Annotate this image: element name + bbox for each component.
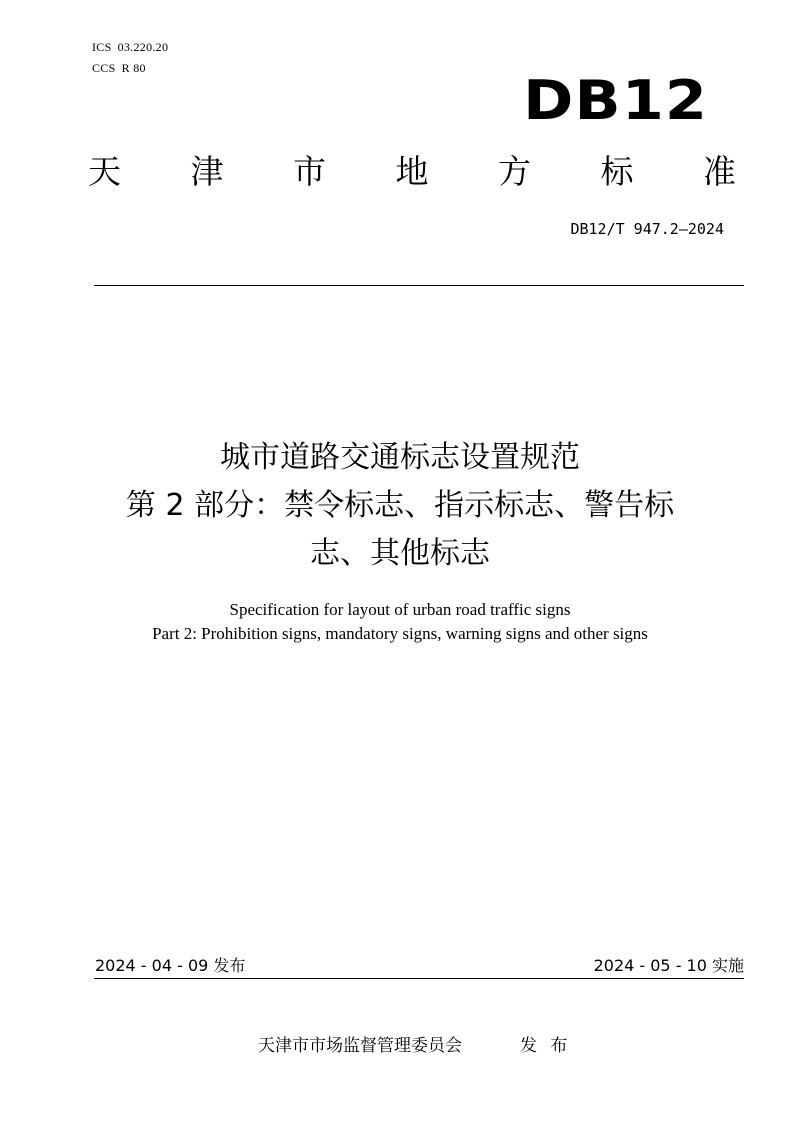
- standard-number: DB12/T 947.2—2024: [570, 220, 724, 238]
- standard-type-char: 准: [703, 152, 736, 191]
- chinese-title-line: 第 2 部分：禁令标志、指示标志、警告标: [125, 488, 675, 523]
- standard-type-char: 标: [600, 152, 634, 191]
- english-title-line: Part 2: Prohibition signs, mandatory signs, warning signs and other signs: [152, 624, 648, 643]
- implementation-date: 2024 - 05 - 10 实施: [593, 956, 744, 975]
- publish-label: 发 布: [520, 1036, 572, 1056]
- top-divider: [94, 285, 744, 286]
- ccs-code: R 80: [121, 61, 146, 75]
- chinese-title-line: 志、其他标志: [310, 536, 490, 571]
- standard-type-char: 津: [190, 152, 224, 191]
- chinese-title-line: 城市道路交通标志设置规范: [220, 440, 580, 475]
- standard-type-char: 地: [395, 152, 429, 191]
- standard-type-char: 天: [88, 152, 121, 191]
- ccs-classification: [92, 61, 146, 75]
- bottom-divider: [94, 978, 744, 979]
- standard-type-char: 方: [498, 152, 531, 191]
- standard-logo: DB12: [523, 69, 708, 132]
- issue-date: 2024 - 04 - 09 发布: [95, 956, 246, 975]
- standard-type-heading: [88, 152, 736, 192]
- publisher-name: 天津市市场监督管理委员会: [258, 1036, 462, 1056]
- ics-classification: [92, 40, 168, 54]
- ics-code: 03.220.20: [117, 40, 169, 54]
- ics-label: ICS: [92, 40, 112, 54]
- standard-type-char: 市: [293, 152, 326, 191]
- ccs-label: CCS: [92, 61, 116, 75]
- english-title-line: Specification for layout of urban road traffic signs: [229, 600, 571, 619]
